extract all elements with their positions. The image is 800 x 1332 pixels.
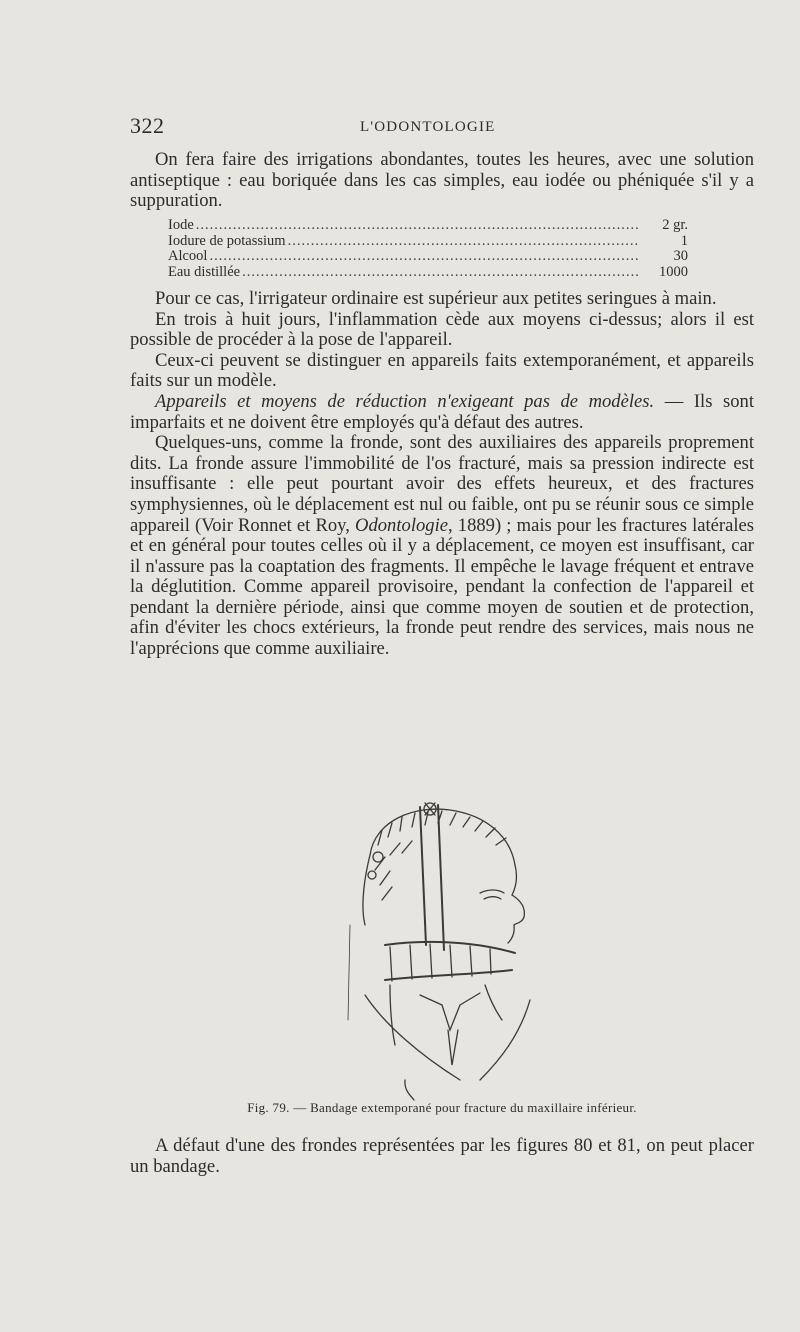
recipe-ingredient: Eau distillée (168, 264, 241, 281)
section-heading-italic: Appareils et moyens de réduction n'exigeant pas de modèles. (155, 390, 655, 412)
recipe-ingredient: Iode (168, 216, 194, 233)
section-heading-rest: — Ils sont imparfaits et ne doivent être employés qu'à défaut des autres. (130, 390, 754, 433)
recipe-list (168, 218, 688, 281)
recipe-quantity: 2 gr. (662, 216, 688, 233)
paragraph-irrigations: On fera faire des irrigations abondantes, toutes les heures, avec une solution antiseptique : eau boriquée dans les cas simples, eau iodée ou phéniquée s'il y a suppuration. (130, 149, 754, 212)
recipe-row (168, 265, 688, 281)
head-bandage-drawing (330, 795, 560, 1105)
paragraph-bandage: A défaut d'une des frondes représentées par les figures 80 et 81, on peut placer un bandage. (130, 1135, 754, 1177)
recipe-row (168, 218, 688, 234)
leader-dots (196, 218, 638, 234)
recipe-ingredient: Alcool (168, 248, 208, 265)
recipe-quantity: 1000 (659, 264, 688, 281)
citation-italic: Odontologie (355, 514, 448, 536)
recipe-quantity: 1 (680, 232, 688, 249)
paragraph-fronde (130, 433, 754, 660)
paragraph-distinction: Ceux-ci peuvent se distinguer en appareils faits extemporanément, et appareils faits sur un modèle. (130, 349, 754, 392)
page-number: 322 (130, 113, 165, 138)
closing-text (130, 1136, 754, 1177)
running-head (130, 113, 770, 143)
paragraph-inflammation: En trois à huit jours, l'inflammation cède aux moyens ci-dessus; alors il est possible de procéder à la pose de l'appareil. (130, 308, 754, 351)
recipe-row (168, 234, 688, 250)
recipe-row (168, 249, 688, 265)
recipe-ingredient: Iodure de potassium (168, 232, 286, 249)
leader-dots (288, 234, 638, 250)
paragraph-irrigator: Pour ce cas, l'irrigateur ordinaire est supérieur aux petites seringues à main. (155, 287, 717, 309)
leader-dots (242, 265, 638, 281)
paragraph-fronde-part1: Quelques-uns, comme la fronde, sont des auxiliaires des appareils proprement dits. La fronde assure l'immobilité de l'os fracturé, mais sa pression indirecte est insuffisante : elle peut pourtant avoir des effets heureux, et des fractures symphysiennes, où le déplacement est nul ou faible, ont pu se réunir sous ce simple appareil (Voir Ronnet et Roy, (130, 432, 754, 536)
recipe-quantity: 30 (673, 248, 688, 265)
paragraph-section-heading (130, 392, 754, 433)
body-text (130, 150, 754, 660)
leader-dots (209, 249, 638, 265)
bandage-illustration (330, 795, 560, 1105)
paragraph-fronde-part2: , 1889) ; mais pour les fractures latérales et en général pour toutes celles où il y a déplacement, ce moyen est insuffisant, car il n'assure pas la coaptation des fragments. Il empêche le lavage fréquent et entrave la déglutition. Comme appareil provisoire, pendant la confection de l'appareil et pendant la dernière période, ainsi que comme moyen de soutien et de protection, afin d'éviter les chocs extérieurs, la fronde peut rendre des services, mais nous ne l'apprécions que comme auxiliaire. (130, 514, 755, 660)
figure-caption: Fig. 79. — Bandage extemporané pour fracture du maxillaire inférieur. (247, 1100, 637, 1115)
running-title: L'ODONTOLOGIE (360, 119, 496, 135)
